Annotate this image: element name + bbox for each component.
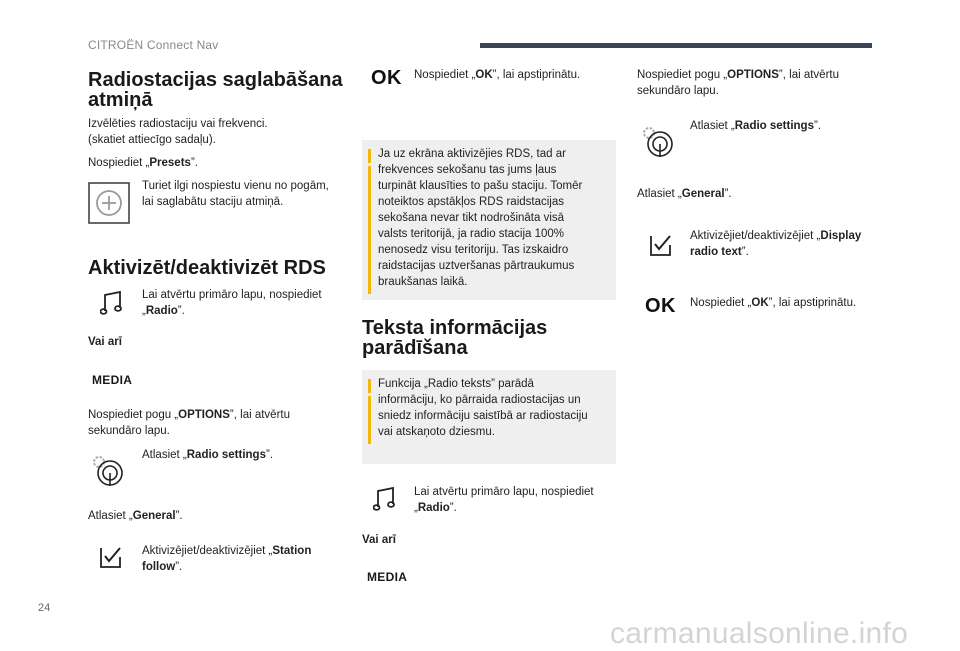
paragraph-select-radio-settings: Atlasiet „Radio settings”. <box>142 449 274 461</box>
page-number: 24 <box>38 602 51 614</box>
watermark: carmanualsonline.info <box>610 617 909 650</box>
section-title-rds: Aktivizēt/deaktivizēt RDS <box>88 257 326 279</box>
paragraph-open-primary-page: Lai atvērtu primāro lapu, nospiediet „Radio”. <box>142 289 322 317</box>
section-title-text-info: Teksta informācijas parādīšana <box>362 317 548 359</box>
paragraph-press-presets: Nospiediet „Presets”. <box>88 157 198 169</box>
info-text-rds: Ja uz ekrāna aktivizējies RDS, tad ar frekvences sekošanu tas jums ļaus turpināt klausīties to pašu staciju. Tomēr noteiktos apstākļos RDS raidstacijas sekošana nevar tikt nodrošināta visā valsts teritorijā, ja radio stacija 100% nenosedz visu teritoriju. Tas izskaidro raidstacijas uztveršanas pārtraukumus braukšanas laikā. <box>378 148 583 288</box>
section-title-save-station: Radiostacijas saglabāšana atmiņā <box>88 69 343 111</box>
radio-settings-icon <box>90 453 124 487</box>
ok-button-icon: OK <box>371 67 402 89</box>
paragraph-open-primary-page-2: Lai atvērtu primāro lapu, nospiediet „Radio”. <box>414 486 594 514</box>
checkbox-icon <box>650 234 672 256</box>
radio-settings-icon <box>640 124 674 158</box>
paragraph-select-station: Izvēlēties radiostaciju vai frekvenci. (skatiet attiecīgo sadaļu). <box>88 118 268 146</box>
paragraph-select-general-2: Atlasiet „General”. <box>637 188 732 200</box>
add-preset-icon <box>88 182 130 224</box>
media-button-icon: MEDIA <box>367 570 408 584</box>
paragraph-press-options: Nospiediet pogu „OPTIONS”, lai atvērtu sekundāro lapu. <box>88 409 290 437</box>
or-label: Vai arī <box>362 534 396 546</box>
paragraph-hold-button: Turiet ilgi nospiestu vienu no pogām, lai saglabātu staciju atmiņā. <box>142 180 329 208</box>
music-note-icon <box>373 486 397 512</box>
or-label: Vai arī <box>88 336 122 348</box>
paragraph-station-follow: Aktivizējiet/deaktivizējiet „Station follow”. <box>142 545 312 573</box>
checkbox-icon <box>100 546 122 568</box>
paragraph-select-general: Atlasiet „General”. <box>88 510 183 522</box>
header-bar <box>480 43 872 48</box>
info-marker-icon <box>368 379 371 393</box>
paragraph-press-ok: Nospiediet „OK”, lai apstiprinātu. <box>414 69 581 81</box>
paragraph-press-ok-2: Nospiediet „OK”, lai apstiprinātu. <box>690 297 857 309</box>
info-marker-icon <box>368 149 371 163</box>
paragraph-display-radio-text: Aktivizējiet/deaktivizējiet „Display radio text”. <box>690 230 862 258</box>
music-note-icon <box>100 290 124 316</box>
paragraph-press-options-2: Nospiediet pogu „OPTIONS”, lai atvērtu sekundāro lapu. <box>637 69 839 97</box>
paragraph-select-radio-settings-2: Atlasiet „Radio settings”. <box>690 120 822 132</box>
info-text-radio-text: Funkcija „Radio teksts” parādā informāciju, ko pārraida radiostacijas un sniedz informāciju saistībā ar radiostaciju vai atskaņoto dziesmu. <box>378 378 588 438</box>
media-button-icon: MEDIA <box>92 373 133 387</box>
info-box-radio-text <box>362 370 616 464</box>
header-brand: CITROËN Connect Nav <box>88 38 219 52</box>
ok-button-icon: OK <box>645 295 676 317</box>
info-box-rds <box>362 140 616 300</box>
